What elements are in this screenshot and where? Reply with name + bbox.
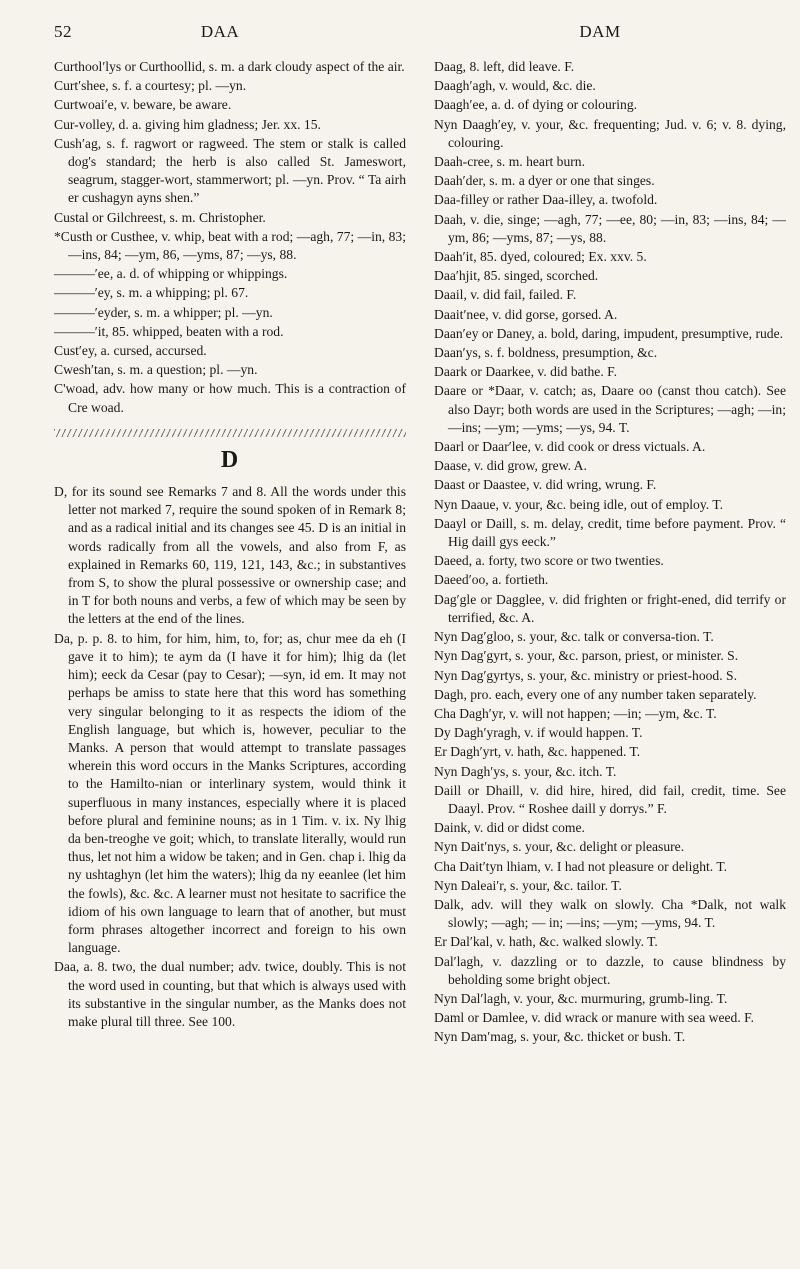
dictionary-entry: Nyn Daleai′r, s. your, &c. tailor. T. — [434, 877, 622, 893]
dictionary-entry: Daah′der, s. m. a dyer or one that singes. — [434, 173, 655, 189]
left-column — [54, 58, 406, 1032]
dictionary-entry: Daink, v. did or didst come. — [434, 820, 585, 836]
section-letter-heading: D — [220, 446, 240, 473]
dictionary-entry: Custal or Gilchreest, s. m. Christopher. — [54, 209, 266, 225]
dictionary-entry: C'woad, adv. how many or how much. This is a contraction of Cre woad. — [54, 381, 406, 415]
dictionary-entry: ———′ey, s. m. a whipping; pl. 67. — [54, 285, 249, 301]
running-head-right: DAM — [579, 22, 621, 41]
dictionary-entry: Cha Dagh′yr, v. will not happen; —in; —ym, &c. T. — [434, 705, 717, 721]
dictionary-entry: Daan′ys, s. f. boldness, presumption, &c. — [434, 345, 658, 361]
dictionary-entry: Dy Dagh′yragh, v. if would happen. T. — [434, 725, 643, 741]
dictionary-entry: Daark or Daarkee, v. did bathe. F. — [434, 364, 617, 380]
dictionary-entry: Nyn Dait′nys, s. your, &c. delight or pleasure. — [434, 839, 685, 855]
dictionary-entry: Daa′hjit, 85. singed, scorched. — [434, 268, 599, 284]
running-head-left: DAA — [200, 22, 240, 41]
dictionary-entry: Daah′it, 85. dyed, coloured; Ex. xxv. 5. — [434, 249, 647, 265]
dictionary-entry: Daait′nee, v. did gorse, gorsed. A. — [434, 306, 618, 322]
dictionary-entry: Nyn Daaue, v. your, &c. being idle, out of employ. T. — [434, 496, 724, 512]
page-number: 52 — [54, 22, 72, 41]
dictionary-entry: Nyn Dag′gyrtys, s. your, &c. ministry or priest-hood. S. — [434, 667, 737, 683]
dictionary-entry: Daill or Dhaill, v. did hire, hired, did fail, credit, time. See Daayl. Prov. “ Roshee daill y dorrys.” F. — [434, 782, 786, 816]
dictionary-entry: Cha Dait′tyn lhiam, v. I had not pleasure or delight. T. — [434, 858, 728, 874]
dictionary-entry: Daa, a. 8. two, the dual number; adv. twice, doubly. This is not the word used in counting, but that which is always used with its substantive in the singular number, as the Manks does not make plural till three. See 100. — [54, 959, 406, 1029]
dictionary-entry: Dagh, pro. each, every one of any number taken separately. — [434, 686, 757, 702]
dictionary-entry: Nyn Dal′lagh, v. your, &c. murmuring, grumb-ling. T. — [434, 990, 728, 1006]
dictionary-entry: Daeed′oo, a. fortieth. — [434, 572, 549, 588]
dictionary-entry: ———′it, 85. whipped, beaten with a rod. — [54, 323, 284, 339]
running-head — [0, 18, 800, 46]
dictionary-entry: Daah, v. die, singe; —agh, 77; —ee, 80; —in, 83; —ins, 84; —ym, 86; —yms, 87; —ys, 88. — [434, 211, 786, 245]
dictionary-entry: Cust′ey, a. cursed, accursed. — [54, 343, 207, 359]
dictionary-entry: Daayl or Daill, s. m. delay, credit, time before payment. Prov. “ Hig daill gys eeck.” — [434, 515, 786, 550]
dictionary-entry: Da, p. p. 8. to him, for him, him, to, for; as, chur mee da eh (I gave it to him); te aym da (I have it for him); lhig da (let him); eeck da Cesar (pay to Cesar); —syn, id em. It may not perhaps be amiss to state here that this word has something very singular belonging to it as respects the idiom of the English language, but which is, however, peculiar to the Manks. A person that would attempt to translate passages wherein this word occurs in the Manks Scriptures, according to the Hamilto-nian or interlinary system, would think it superfluous in many instances, especially where it is placed before plural and feminine nouns; as in 1 Tim. v. ix. Ny lhig da ben-treoghe ve goit; which, to translate literally, would run thus, let not him a widow be taken; and in Gen. chap i. lhig da ny ushtaghyn (let him the waters); lhig da ny eeanlee (let him the fowls), &c. &c. A learner must not hesitate to sacrifice the idiom of his own language to learn that of another, but must form phrases altogether incorrect and foreign to his own language. — [54, 630, 406, 956]
dictionary-entry: Cur-volley, d. a. giving him gladness; Jer. xx. 15. — [54, 116, 321, 132]
decorative-divider — [54, 429, 406, 437]
dictionary-entry: Nyn Dagh′ys, s. your, &c. itch. T. — [434, 763, 617, 779]
dictionary-entry: Daag, 8. left, did leave. F. — [434, 59, 575, 74]
dictionary-entry: Daagh′ee, a. d. of dying or colouring. — [434, 97, 638, 113]
dictionary-entry: ———′ee, a. d. of whipping or whippings. — [54, 266, 288, 282]
dictionary-entry: Daagh′agh, v. would, &c. die. — [434, 78, 596, 94]
dictionary-entry: Curtwoai′e, v. beware, be aware. — [54, 97, 232, 113]
dictionary-entry: Nyn Daagh′ey, v. your, &c. frequenting; Jud. v. 6; v. 8. dying, colouring. — [434, 116, 786, 150]
dictionary-entry: Dal′lagh, v. dazzling or to dazzle, to cause blindness by beholding some bright object. — [434, 953, 786, 987]
dictionary-entry: D, for its sound see Remarks 7 and 8. All the words under this letter not marked 7, require the sound spoken of in Remark 8; and as a radical initial and its changes see 45. D is an initial in words radically from all the vowels, and also from F, as explained in Remarks 60, 119, 121, 143, &c.; in substantives from S, to show the plural possessive or ownership case; and in T for both nouns and verbs, a few of which may be seen by the letters at the end of the lines. — [54, 484, 406, 627]
dictionary-entry: Cwesh′tan, s. m. a question; pl. —yn. — [54, 362, 258, 378]
dictionary-entry: Nyn Dag′gloo, s. your, &c. talk or conversa-tion. T. — [434, 629, 714, 645]
right-column — [434, 58, 786, 1048]
dictionary-entry: Daml or Damlee, v. did wrack or manure with sea weed. F. — [434, 1010, 755, 1026]
dictionary-entry: ———′eyder, s. m. a whipper; pl. —yn. — [54, 304, 273, 320]
dictionary-entry: Daail, v. did fail, failed. F. — [434, 287, 577, 303]
dictionary-entry: Dag′gle or Dagglee, v. did frighten or fright-ened, did terrify or terrified, &c. A. — [434, 591, 786, 625]
dictionary-entry: Curt′shee, s. f. a courtesy; pl. —yn. — [54, 78, 247, 94]
entry-list-left — [54, 58, 406, 417]
dictionary-entry: Daast or Daastee, v. did wring, wrung. F. — [434, 477, 657, 493]
dictionary-entry: Daan′ey or Daney, a. bold, daring, impudent, presumptive, rude. — [434, 325, 784, 341]
dictionary-entry: Daase, v. did grow, grew. A. — [434, 458, 587, 474]
dictionary-entry: *Custh or Custhee, v. whip, beat with a rod; —agh, 77; —in, 83; —ins, 84; —ym, 86, —yms, 87; —ys, 88. — [54, 228, 406, 263]
entry-list-left-after — [54, 483, 406, 1031]
dictionary-entry: Nyn Dag′gyrt, s. your, &c. parson, priest, or minister. S. — [434, 648, 739, 664]
dictionary-entry: Daa-filley or rather Daa-illey, a. twofold. — [434, 192, 658, 208]
dictionary-entry: Dalk, adv. will they walk on slowly. Cha *Dalk, not walk slowly; —agh; — in; —ins; —ym; —yms, 94. T. — [434, 896, 786, 931]
dictionary-entry: Cush′ag, s. f. ragwort or ragweed. The stem or stalk is called dog's standard; the herb is also called St. Jameswort, seagrum, stagger-wort, stammerwort; pl. —yn. Prov. “ Ta airh er cushagyn ayns shen.” — [54, 135, 406, 206]
dictionary-entry: Curthool′lys or Curthoollid, s. m. a dark cloudy aspect of the air. — [54, 59, 405, 74]
dictionary-entry: Er Dal′kal, v. hath, &c. walked slowly. T. — [434, 934, 658, 950]
dictionary-entry: Daah-cree, s. m. heart burn. — [434, 154, 585, 170]
dictionary-entry: Daare or *Daar, v. catch; as, Daare oo (canst thou catch). See also Dayr; both words are used in the Scriptures; —agh; —in; —ins; —ym; —yms; —ys, 94. T. — [434, 383, 786, 435]
dictionary-entry: Nyn Dam′mag, s. your, &c. thicket or bush. T. — [434, 1029, 686, 1045]
dictionary-entry: Daeed, a. forty, two score or two twenties. — [434, 553, 664, 569]
dictionary-entry: Daarl or Daar′lee, v. did cook or dress victuals. A. — [434, 439, 706, 455]
dictionary-entry: Er Dagh′yrt, v. hath, &c. happened. T. — [434, 744, 641, 760]
